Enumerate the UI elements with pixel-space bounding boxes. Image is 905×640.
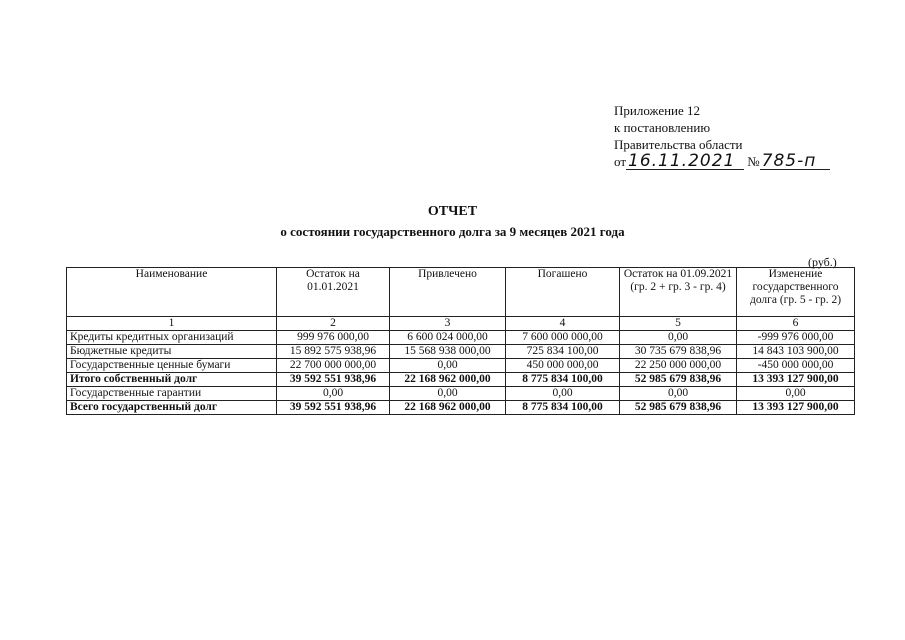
cell-balance-start: 22 700 000 000,00 xyxy=(277,359,390,373)
cell-balance-end: 30 735 679 838,96 xyxy=(620,345,737,359)
table-row xyxy=(67,387,855,401)
column-header: Привлечено xyxy=(390,268,506,317)
currency-unit: (руб.) xyxy=(808,255,837,269)
cell-repaid: 0,00 xyxy=(506,387,620,401)
appendix-line-2: к постановлению xyxy=(614,120,711,135)
column-number: 1 xyxy=(67,317,277,331)
handwritten-date: 16.11.2021 xyxy=(626,154,744,170)
number-prefix: № xyxy=(747,154,760,169)
cell-balance-end: 52 985 679 838,96 xyxy=(620,373,737,387)
cell-balance-end: 0,00 xyxy=(620,331,737,345)
cell-raised: 0,00 xyxy=(390,387,506,401)
report-subtitle: о состоянии государственного долга за 9 месяцев 2021 года xyxy=(280,224,625,239)
row-name: Всего государственный долг xyxy=(67,401,277,415)
column-header: Остаток на 01.09.2021 (гр. 2 + гр. 3 - гр. 4) xyxy=(620,268,737,317)
appendix-line-3: Правительства области xyxy=(614,137,743,152)
cell-raised: 15 568 938 000,00 xyxy=(390,345,506,359)
column-header: Остаток на 01.01.2021 xyxy=(277,268,390,317)
cell-balance-start: 39 592 551 938,96 xyxy=(277,401,390,415)
cell-raised: 0,00 xyxy=(390,359,506,373)
appendix-line-1: Приложение 12 xyxy=(614,103,701,118)
cell-balance-end: 0,00 xyxy=(620,387,737,401)
appendix-block xyxy=(614,102,830,170)
cell-change: -999 976 000,00 xyxy=(737,331,855,345)
cell-raised: 22 168 962 000,00 xyxy=(390,373,506,387)
table-row xyxy=(67,331,855,345)
cell-repaid: 725 834 100,00 xyxy=(506,345,620,359)
cell-balance-start: 15 892 575 938,96 xyxy=(277,345,390,359)
row-name: Бюджетные кредиты xyxy=(67,345,277,359)
appendix-date-line xyxy=(614,153,830,170)
debt-report-table xyxy=(66,267,855,415)
report-title: ОТЧЕТ xyxy=(427,204,478,219)
table-row-subtotal xyxy=(67,373,855,387)
cell-balance-end: 22 250 000 000,00 xyxy=(620,359,737,373)
cell-raised: 6 600 024 000,00 xyxy=(390,331,506,345)
cell-raised: 22 168 962 000,00 xyxy=(390,401,506,415)
cell-change: 14 843 103 900,00 xyxy=(737,345,855,359)
column-number: 4 xyxy=(506,317,620,331)
cell-balance-end: 52 985 679 838,96 xyxy=(620,401,737,415)
column-number: 3 xyxy=(390,317,506,331)
cell-change: -450 000 000,00 xyxy=(737,359,855,373)
handwritten-number: 785-п xyxy=(760,154,830,170)
table-row xyxy=(67,345,855,359)
cell-change: 13 393 127 900,00 xyxy=(737,401,855,415)
column-number-row xyxy=(67,317,855,331)
column-header: Изменение государственного долга (гр. 5 - гр. 2) xyxy=(737,268,855,317)
table-row xyxy=(67,359,855,373)
cell-repaid: 8 775 834 100,00 xyxy=(506,401,620,415)
column-number: 6 xyxy=(737,317,855,331)
cell-balance-start: 0,00 xyxy=(277,387,390,401)
cell-balance-start: 999 976 000,00 xyxy=(277,331,390,345)
column-number: 5 xyxy=(620,317,737,331)
row-name: Кредиты кредитных организаций xyxy=(67,331,277,345)
date-prefix: от xyxy=(614,154,627,169)
cell-repaid: 7 600 000 000,00 xyxy=(506,331,620,345)
row-name: Итого собственный долг xyxy=(67,373,277,387)
column-header: Погашено xyxy=(506,268,620,317)
cell-change: 0,00 xyxy=(737,387,855,401)
cell-change: 13 393 127 900,00 xyxy=(737,373,855,387)
table-row-total xyxy=(67,401,855,415)
cell-repaid: 450 000 000,00 xyxy=(506,359,620,373)
cell-balance-start: 39 592 551 938,96 xyxy=(277,373,390,387)
cell-repaid: 8 775 834 100,00 xyxy=(506,373,620,387)
table-header-row xyxy=(67,268,855,317)
row-name: Государственные ценные бумаги xyxy=(67,359,277,373)
column-header: Наименование xyxy=(67,268,277,317)
row-name: Государственные гарантии xyxy=(67,387,277,401)
column-number: 2 xyxy=(277,317,390,331)
